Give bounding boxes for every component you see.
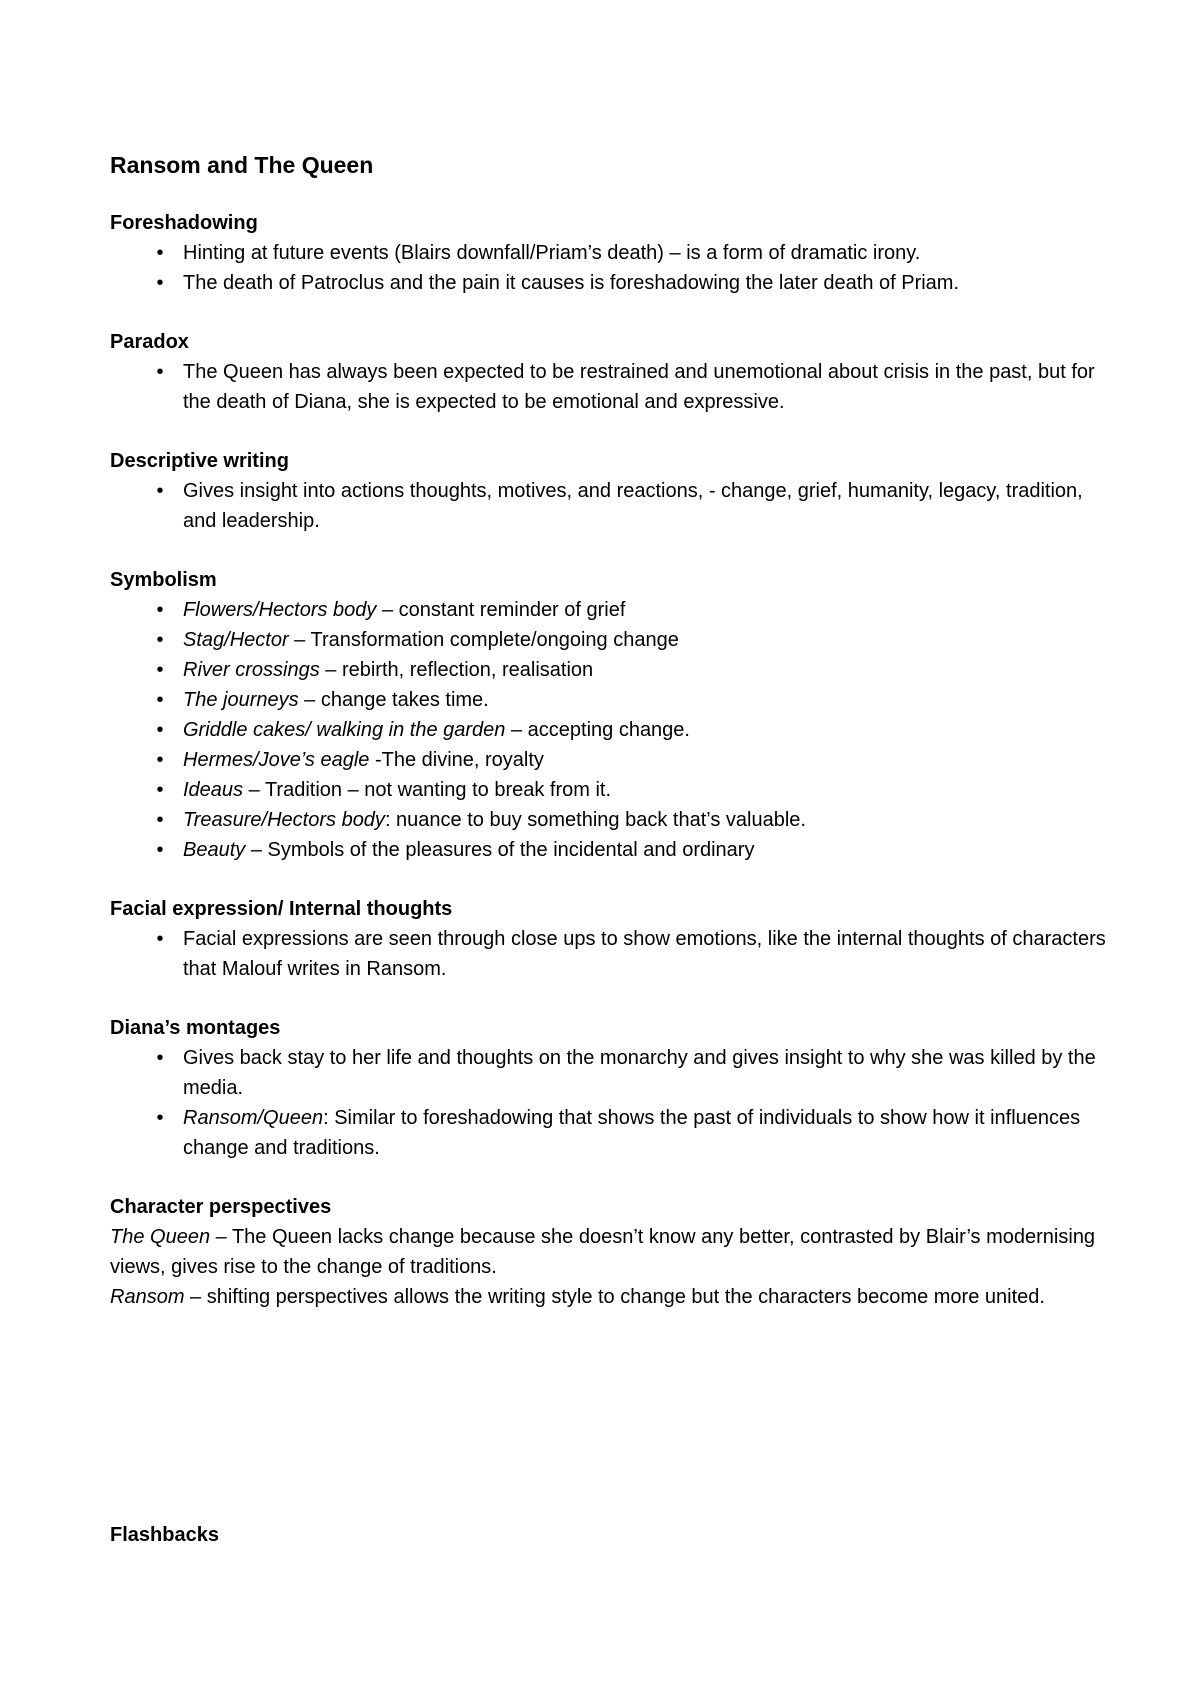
symbol-term: River crossings	[183, 659, 320, 681]
list-item: • Treasure/Hectors body: nuance to buy something back that’s valuable.	[110, 805, 1110, 835]
bullet-list	[110, 595, 1110, 865]
list-item: • Facial expressions are seen through close ups to show emotions, like the internal thoughts of characters that Malouf writes in Ransom.	[110, 924, 1110, 984]
section-dianas-montages	[110, 1013, 1110, 1163]
text-term: Ransom/Queen	[183, 1107, 324, 1129]
paragraph: Ransom – shifting perspectives allows the writing style to change but the characters become more united.	[110, 1286, 1045, 1308]
section-heading: Descriptive writing	[110, 450, 289, 472]
bullet-icon: •	[156, 928, 164, 950]
section-facial-expression	[110, 894, 1110, 984]
bullet-icon: •	[156, 749, 164, 771]
list-item: • Ransom/Queen: Similar to foreshadowing that shows the past of individuals to show how it influences change and traditions.	[110, 1103, 1110, 1163]
symbol-term: The journeys	[183, 689, 299, 711]
bullet-icon: •	[156, 272, 164, 294]
symbol-term: Griddle cakes/ walking in the garden	[183, 719, 506, 741]
bullet-icon: •	[156, 809, 164, 831]
bullet-icon: •	[156, 599, 164, 621]
section-paradox	[110, 327, 1110, 417]
bullet-icon: •	[156, 1107, 164, 1129]
bullet-icon: •	[156, 1047, 164, 1069]
bullet-icon: •	[156, 689, 164, 711]
bullet-icon: •	[156, 480, 164, 502]
text-term: Ransom	[110, 1286, 185, 1308]
list-item: • River crossings – rebirth, reflection, realisation	[110, 655, 1110, 685]
text-term: The Queen	[110, 1226, 211, 1248]
bullet-list	[110, 924, 1110, 984]
section-heading: Facial expression/ Internal thoughts	[110, 898, 453, 920]
section-heading: Diana’s montages	[110, 1017, 281, 1039]
section-heading: Paradox	[110, 331, 189, 353]
bullet-list	[110, 238, 1110, 298]
list-item: • Ideaus – Tradition – not wanting to break from it.	[110, 775, 1110, 805]
list-item: • Hinting at future events (Blairs downfall/Priam’s death) – is a form of dramatic irony.	[110, 238, 1110, 268]
symbol-term: Treasure/Hectors body	[183, 809, 385, 831]
list-item: • Hermes/Jove’s eagle -The divine, royalty	[110, 745, 1110, 775]
bullet-list	[110, 357, 1110, 417]
section-heading: Character perspectives	[110, 1196, 332, 1218]
list-item: • The Queen has always been expected to be restrained and unemotional about crisis in the past, but for the death of Diana, she is expected to be emotional and expressive.	[110, 357, 1110, 417]
section-character-perspectives	[110, 1192, 1110, 1312]
document-title: Ransom and The Queen	[110, 152, 374, 178]
symbol-term: Stag/Hector	[183, 629, 289, 651]
list-item: • Gives insight into actions thoughts, motives, and reactions, - change, grief, humanity, legacy, tradition, and leadership.	[110, 476, 1110, 536]
symbol-term: Hermes/Jove’s eagle	[183, 749, 370, 771]
bullet-icon: •	[156, 361, 164, 383]
bullet-list	[110, 476, 1110, 536]
bullet-icon: •	[156, 659, 164, 681]
section-heading: Foreshadowing	[110, 212, 258, 234]
symbol-term: Beauty	[183, 839, 246, 861]
list-item: • Flowers/Hectors body – constant reminder of grief	[110, 595, 1110, 625]
section-descriptive-writing	[110, 446, 1110, 536]
list-item: • The journeys – change takes time.	[110, 685, 1110, 715]
list-item: • Beauty – Symbols of the pleasures of the incidental and ordinary	[110, 835, 1110, 865]
paragraph: The Queen – The Queen lacks change because she doesn’t know any better, contrasted by Blair’s modernising views, gives rise to the change of traditions.	[110, 1226, 1096, 1278]
list-item: • Stag/Hector – Transformation complete/ongoing change	[110, 625, 1110, 655]
bullet-icon: •	[156, 719, 164, 741]
list-item: • The death of Patroclus and the pain it causes is foreshadowing the later death of Priam.	[110, 268, 1110, 298]
bullet-icon: •	[156, 779, 164, 801]
symbol-term: Flowers/Hectors body	[183, 599, 377, 621]
bullet-icon: •	[156, 629, 164, 651]
section-foreshadowing	[110, 208, 1110, 298]
list-item: • Gives back stay to her life and thoughts on the monarchy and gives insight to why she was killed by the media.	[110, 1043, 1110, 1103]
symbol-term: Ideaus	[183, 779, 244, 801]
list-item: • Griddle cakes/ walking in the garden – accepting change.	[110, 715, 1110, 745]
document-body	[110, 150, 1110, 1341]
bullet-list	[110, 1043, 1110, 1163]
bullet-icon: •	[156, 839, 164, 861]
section-heading-flashbacks: Flashbacks	[110, 1524, 219, 1546]
section-heading: Symbolism	[110, 569, 217, 591]
bullet-icon: •	[156, 242, 164, 264]
section-symbolism	[110, 565, 1110, 865]
